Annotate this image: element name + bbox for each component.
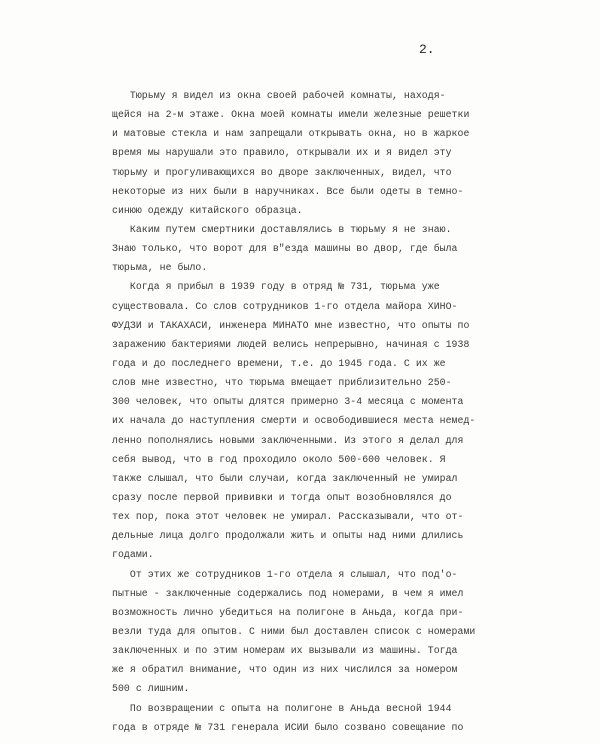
text-line: слов мне известно, что тюрьма вмещает приблизительно 250- bbox=[112, 377, 452, 389]
paragraph bbox=[112, 565, 500, 699]
text-line: Тюрьму я видел из окна своей рабочей комнаты, находя- bbox=[112, 90, 446, 101]
text-line: щейся на 2-м этаже. Окна моей комнаты имели железные решетки bbox=[112, 109, 470, 121]
text-line: тех пор, пока этот человек не умирал. Рассказывали, что от- bbox=[112, 511, 464, 523]
text-line: года в отряде № 731 генерала ИСИИ было созвано совещание по bbox=[112, 721, 464, 733]
text-line: От этих же сотрудников 1-го отдела я слышал, что под'о- bbox=[112, 568, 458, 580]
text-line: их начала до наступления смерти и освободившиеся места немед- bbox=[112, 415, 476, 427]
text-line: везли туда для опытов. С ними был доставлен список с номерами bbox=[112, 625, 476, 637]
text-line: ленно пополнялись новыми заключенными. Из этого я делал для bbox=[112, 434, 464, 446]
text-line: же я обратил внимание, что один из них числился за номером bbox=[112, 664, 458, 676]
text-line: года и до последнего времени, т.е. до 1945 года. С их же bbox=[112, 357, 446, 369]
page-number: 2. bbox=[419, 42, 435, 57]
document-body bbox=[112, 86, 500, 737]
text-line: пытные - заключенные содержались под номерами, в чем я имел bbox=[112, 587, 464, 599]
text-line: некоторые из них были в наручниках. Все были одеты в темно- bbox=[112, 185, 464, 197]
paragraph bbox=[112, 86, 500, 220]
text-line: существовала. Со слов сотрудников 1-го отдела майора ХИНО- bbox=[112, 300, 458, 312]
text-line: заражению бактериями людей велись непрерывно, начиная с 1938 bbox=[112, 338, 470, 350]
text-line: По возвращении с опыта на полигоне в Аньда весной 1944 bbox=[112, 702, 452, 714]
text-line: тюрьму и прогуливающихся во дворе заключенных, видел, что bbox=[112, 166, 452, 178]
text-line: Когда я прибыл в 1939 году в отряд № 731, тюрьма уже bbox=[112, 281, 440, 293]
text-line: 500 с лишним. bbox=[112, 683, 190, 695]
text-line: и матовые стекла и нам запрещали открывать окна, но в жаркое bbox=[112, 128, 470, 140]
text-line: синюю одежду китайского образца. bbox=[112, 204, 303, 216]
text-line: время мы нарушали это правило, открывали их и я видел эту bbox=[112, 147, 452, 159]
text-line: возможность лично убедиться на полигоне в Аньда, когда при- bbox=[112, 606, 464, 618]
text-line: себя вывод, что в год проходило около 500-600 человек. Я bbox=[112, 453, 446, 465]
text-line: Знаю только, что ворот для в"езда машины во двор, где была bbox=[112, 243, 458, 255]
paragraph bbox=[112, 220, 500, 277]
text-line: 300 человек, что опыты длятся примерно 3-4 месяца с момента bbox=[112, 396, 464, 408]
text-line: заключенных и по этим номерам их вызывали из машины. Тогда bbox=[112, 645, 458, 657]
text-line: Каким путем смертники доставлялись в тюрьму я не знаю. bbox=[112, 223, 452, 235]
text-line: тюрьма, не было. bbox=[112, 262, 208, 274]
paragraph bbox=[112, 699, 500, 737]
paragraph bbox=[112, 277, 500, 564]
text-line: годами. bbox=[112, 549, 154, 561]
text-line: также слышал, что были случаи, когда заключенный не умирал bbox=[112, 472, 458, 484]
text-line: дельные лица долго продолжали жить и опыты над ними длились bbox=[112, 530, 464, 542]
text-line: ФУДЗИ и ТАКАХАСИ, инженера МИНАТО мне известно, что опыты по bbox=[112, 319, 470, 331]
text-line: сразу после первой прививки и тогда опыт возобновлялся до bbox=[112, 491, 452, 503]
